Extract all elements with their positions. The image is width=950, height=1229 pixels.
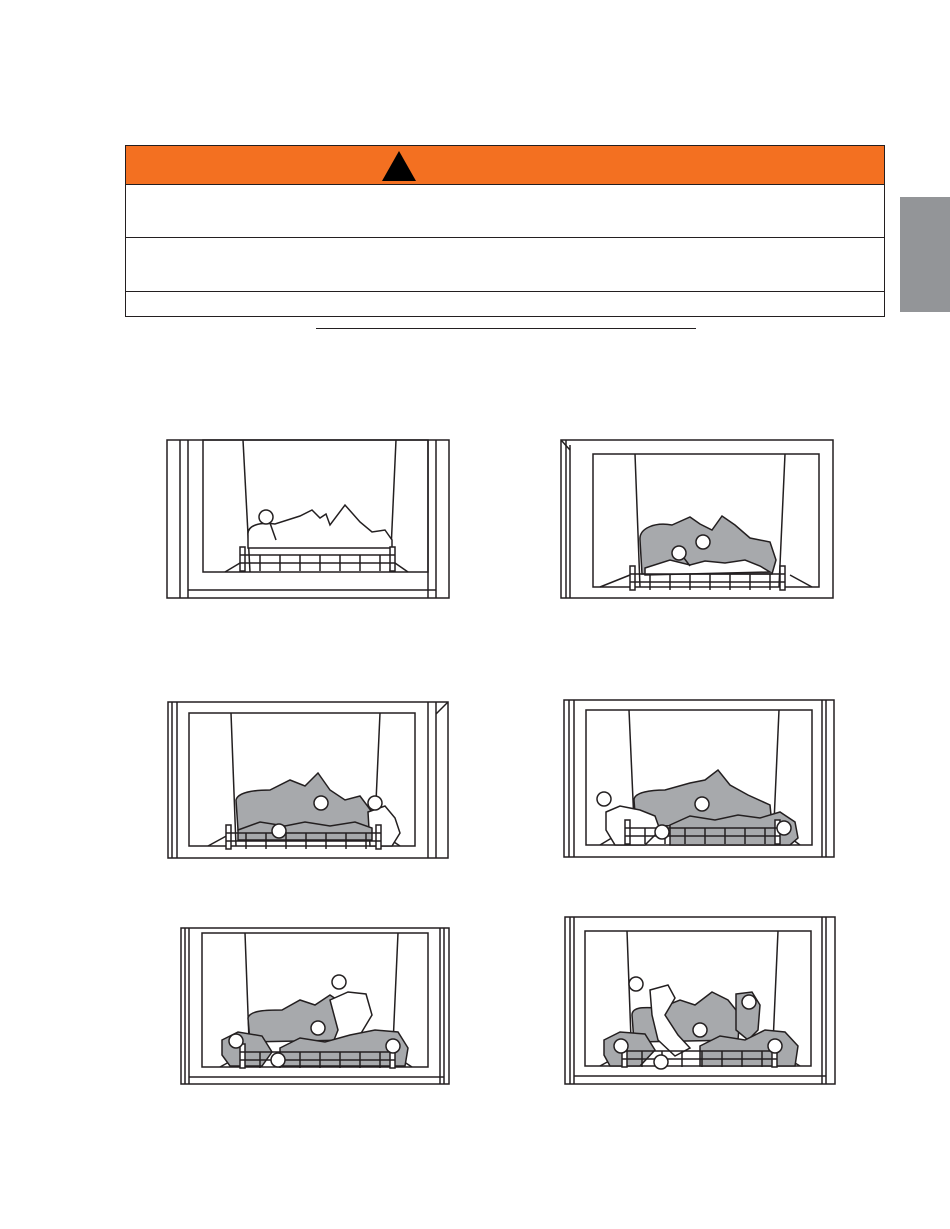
figure-step-1 [167, 440, 449, 598]
figure-step-5 [181, 928, 449, 1084]
figure-step-2 [561, 440, 833, 598]
figure-step-6 [565, 917, 835, 1084]
figure-step-3 [168, 702, 448, 858]
figure-step-4 [564, 700, 834, 857]
